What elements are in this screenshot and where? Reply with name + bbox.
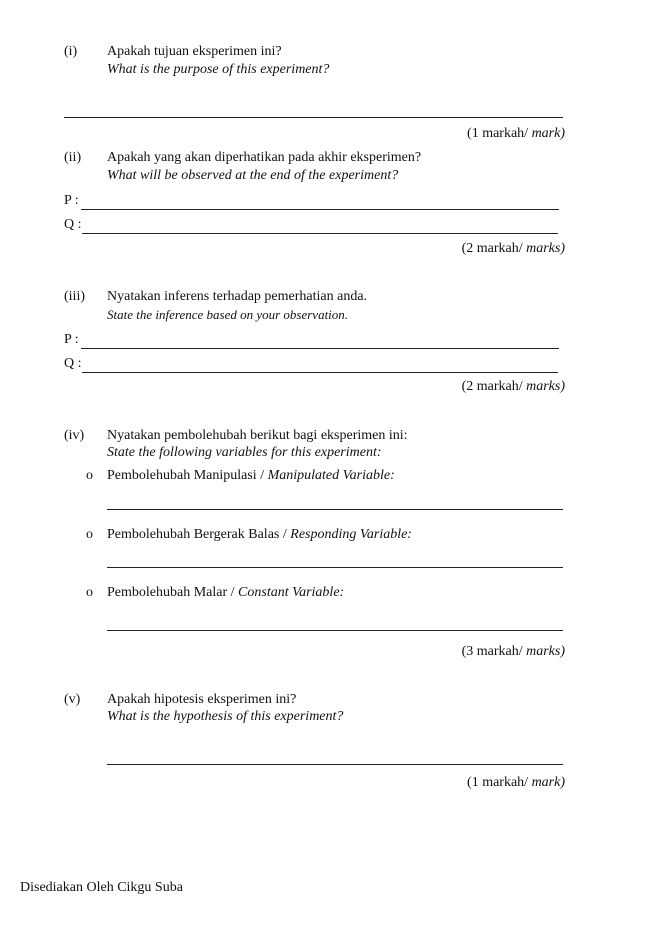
question-text-en: State the following variables for this experiment: bbox=[107, 445, 382, 460]
marks-en: mark) bbox=[531, 126, 565, 141]
answer-line[interactable] bbox=[81, 196, 559, 210]
question-text-en: What will be observed at the end of the experiment? bbox=[107, 168, 399, 183]
marks-label bbox=[462, 240, 565, 258]
bullet-icon: o bbox=[86, 585, 93, 600]
variable-ms: Pembolehubah Bergerak Balas / bbox=[107, 527, 291, 542]
answer-q[interactable] bbox=[64, 216, 558, 234]
p-label: P : bbox=[64, 193, 79, 208]
question-number: (ii) bbox=[64, 150, 82, 165]
marks-ms: (1 markah/ bbox=[467, 775, 532, 790]
answer-line[interactable] bbox=[64, 117, 563, 118]
q-label: Q : bbox=[64, 217, 82, 232]
bullet-icon: o bbox=[86, 527, 93, 542]
p-label: P : bbox=[64, 332, 79, 347]
variable-ms: Pembolehubah Manipulasi / bbox=[107, 468, 268, 483]
answer-line[interactable] bbox=[107, 509, 563, 510]
answer-line[interactable] bbox=[82, 359, 558, 373]
answer-q[interactable] bbox=[64, 355, 558, 373]
variable-en: Manipulated Variable: bbox=[267, 468, 395, 483]
variable-label bbox=[107, 526, 412, 544]
question-text-ms: Apakah tujuan eksperimen ini? bbox=[107, 44, 282, 59]
question-number: (i) bbox=[64, 44, 78, 59]
question-number: (iii) bbox=[64, 289, 85, 304]
marks-ms: (3 markah/ bbox=[461, 644, 527, 659]
q-label: Q : bbox=[64, 356, 82, 371]
question-number: (iv) bbox=[64, 428, 85, 443]
marks-en: marks) bbox=[526, 644, 565, 659]
marks-ms: (2 markah/ bbox=[461, 241, 527, 256]
question-text-ms: Apakah yang akan diperhatikan pada akhir eksperimen? bbox=[107, 150, 422, 165]
question-text-ms: Nyatakan inferens terhadap pemerhatian anda. bbox=[107, 289, 368, 304]
variable-label bbox=[107, 584, 344, 602]
answer-line[interactable] bbox=[82, 220, 558, 234]
answer-p[interactable] bbox=[64, 331, 559, 349]
marks-label bbox=[462, 378, 565, 396]
marks-en: marks) bbox=[526, 379, 565, 394]
variable-label bbox=[107, 467, 395, 485]
variable-ms: Pembolehubah Malar / bbox=[107, 585, 239, 600]
question-number: (v) bbox=[64, 692, 81, 707]
marks-label bbox=[467, 774, 565, 792]
answer-p[interactable] bbox=[64, 192, 559, 210]
marks-en: mark) bbox=[531, 775, 565, 790]
question-text-ms: Apakah hipotesis eksperimen ini? bbox=[107, 692, 297, 707]
marks-ms: (1 markah/ bbox=[467, 126, 532, 141]
answer-line[interactable] bbox=[107, 630, 563, 631]
footer-credit: Disediakan Oleh Cikgu Suba bbox=[20, 880, 183, 895]
question-text-en: What is the hypothesis of this experiment? bbox=[107, 709, 344, 724]
marks-label bbox=[467, 125, 565, 143]
bullet-icon: o bbox=[86, 468, 93, 483]
question-text-en: What is the purpose of this experiment? bbox=[107, 62, 330, 77]
answer-line[interactable] bbox=[107, 764, 563, 765]
marks-label bbox=[462, 643, 565, 661]
marks-ms: (2 markah/ bbox=[461, 379, 527, 394]
variable-en: Responding Variable: bbox=[290, 527, 412, 542]
answer-line[interactable] bbox=[107, 567, 563, 568]
answer-line[interactable] bbox=[81, 335, 559, 349]
variable-en: Constant Variable: bbox=[238, 585, 345, 600]
question-text-ms: Nyatakan pembolehubah berikut bagi eksperimen ini: bbox=[107, 428, 408, 443]
question-text-en: State the inference based on your observation. bbox=[107, 307, 349, 322]
marks-en: marks) bbox=[526, 241, 565, 256]
